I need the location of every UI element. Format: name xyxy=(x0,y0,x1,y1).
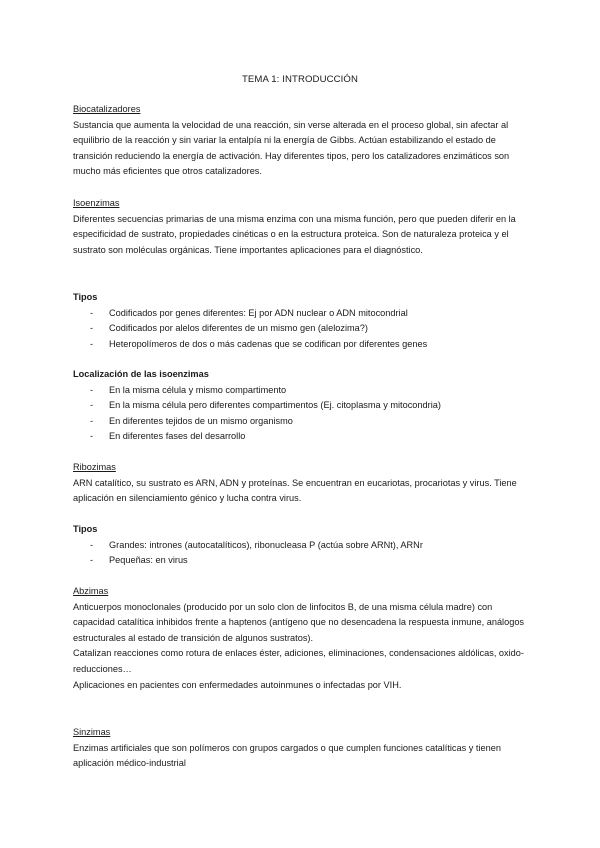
section-body: Diferentes secuencias primarias de una misma enzima con una misma función, pero que pueden diferir en la especificidad de sustrato, propiedades cinéticas o en la estructura proteica. Son de naturaleza proteica y el sustrato son moléculas orgánicas. Tiene importantes aplicaciones para el diagnóstico. xyxy=(73,213,516,255)
section-ribozimas xyxy=(73,460,533,507)
section-body: ARN catalítico, su sustrato es ARN, ADN y proteínas. Se encuentran en eucariotas, procariotas y virus. Tiene aplicación en silenciamiento génico y lucha contra virus. xyxy=(73,477,517,504)
section-heading: Isoenzimas xyxy=(73,198,120,208)
list-item: - En la misma célula y mismo compartimento xyxy=(90,384,287,395)
section-biocatalizadores xyxy=(73,102,533,180)
section-body: Sustancia que aumenta la velocidad de una reacción, sin verse alterada en el proceso global, sin afectar al equilibrio de la reacción y sin variar la entalpía ni la energía de Gibbs. Actúan estabilizando el estado de transición reduciendo la energía de activación. Hay diferentes tipos, pero los catalizadores enzimáticos son mucho más eficientes que otros catalizadores. xyxy=(73,119,510,177)
section-heading: Tipos xyxy=(73,292,98,302)
section-sinzimas xyxy=(73,725,533,772)
section-body: Catalizan reacciones como rotura de enlaces éster, adiciones, eliminaciones, condensaciones aldólicas, oxido-reducciones… xyxy=(73,648,524,674)
list-item: - Pequeñas: en virus xyxy=(90,555,188,566)
bullet-list xyxy=(73,538,533,569)
section-heading: Tipos xyxy=(73,524,98,534)
section-isoenzimas xyxy=(73,196,533,258)
list-item: - En diferentes fases del desarrollo xyxy=(90,431,246,442)
list-item: - En diferentes tejidos de un mismo organismo xyxy=(90,415,293,426)
bullet-list xyxy=(73,306,533,353)
list-item: - Grandes: intrones (autocatalíticos), ribonucleasa P (actúa sobre ARNt), ARNr xyxy=(90,539,423,550)
section-heading: Sinzimas xyxy=(73,727,111,737)
section-body: Enzimas artificiales que son polímeros con grupos cargados o que cumplen funciones catalíticas y tienen aplicación médico-industrial xyxy=(73,742,501,769)
list-item: - Codificados por alelos diferentes de un mismo gen (alelozima?) xyxy=(90,323,368,334)
list-item: - Codificados por genes diferentes: Ej por ADN nuclear o ADN mitocondrial xyxy=(90,307,408,318)
section-heading: Ribozimas xyxy=(73,462,116,472)
section-abzimas xyxy=(73,584,533,693)
list-item: - Heteropolímeros de dos o más cadenas que se codifican por diferentes genes xyxy=(90,338,428,349)
bullet-list xyxy=(73,383,533,445)
section-localizacion xyxy=(73,367,533,445)
section-heading: Abzimas xyxy=(73,586,109,596)
list-item: - En la misma célula pero diferentes compartimentos (Ej. citoplasma y mitocondria) xyxy=(90,400,441,411)
page-title: TEMA 1: INTRODUCCIÓN xyxy=(241,74,359,85)
section-tipos-isoenzimas xyxy=(73,290,533,352)
section-tipos-ribozimas xyxy=(73,522,533,569)
section-body: Aplicaciones en pacientes con enfermedades autoinmunes o infectadas por VIH. xyxy=(73,679,402,690)
section-heading: Localización de las isoenzimas xyxy=(73,369,209,379)
section-body: Anticuerpos monoclonales (producido por un solo clon de linfocitos B, de una misma célula madre) con capacidad catalítica inhibidos frente a haptenos (antígeno que no desencadena la respuesta inmune, análogos estructurales al estado de transición de algunos sustratos). xyxy=(73,601,525,643)
section-heading: Biocatalizadores xyxy=(73,104,141,114)
